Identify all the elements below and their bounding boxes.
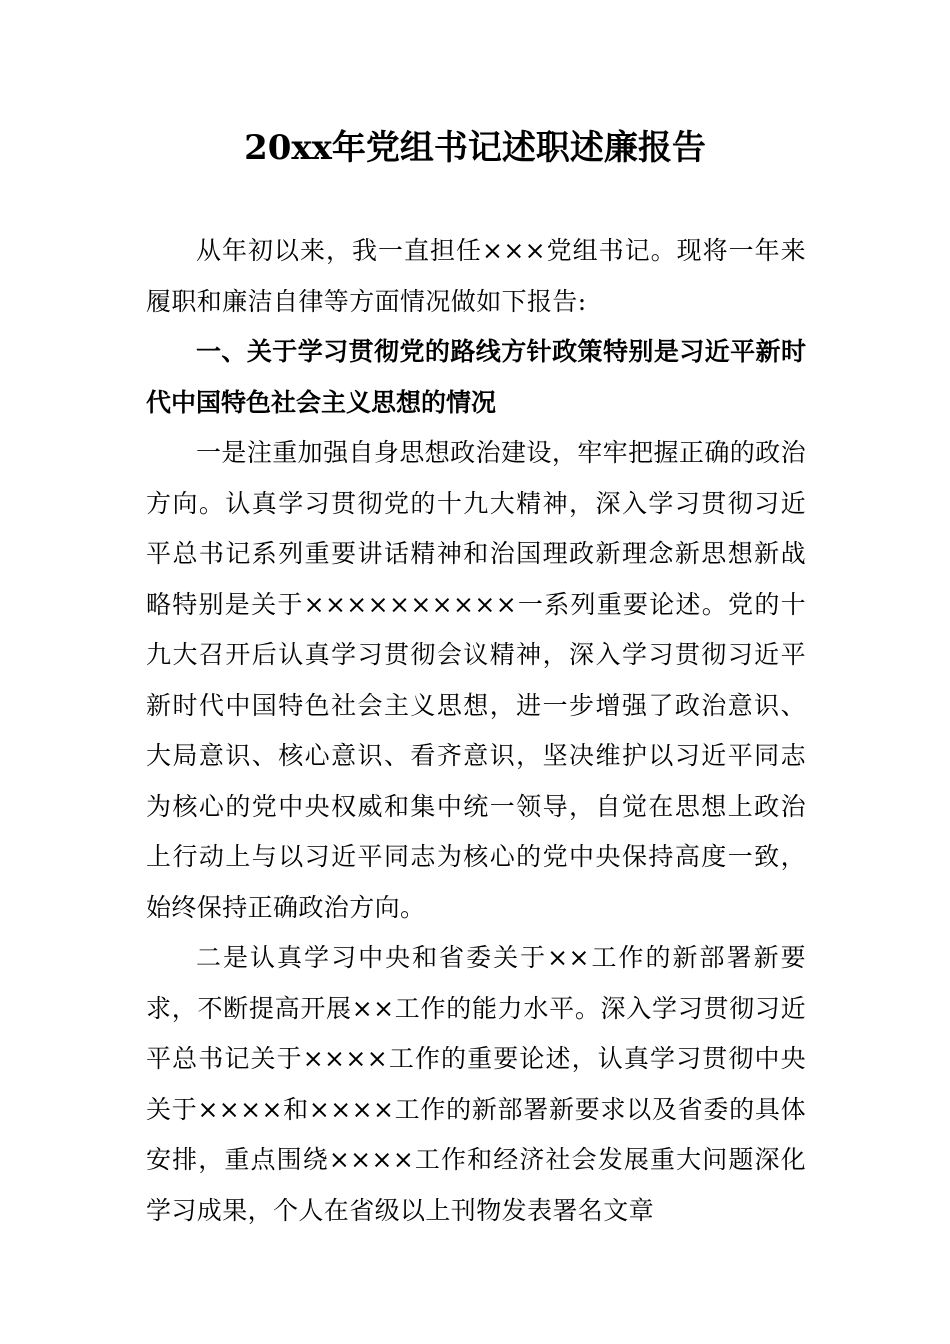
body-paragraph-1: 一是注重加强自身思想政治建设，牢牢把握正确的政治方向。认真学习贯彻党的十九大精神，深入学习贯彻习近平总书记系列重要讲话精神和治国理政新理念新思想新战略特别是关于××××××××××一系列重要论述。党的十九大召开后认真学习贯彻会议精神，深入学习贯彻习近平新时代中国特色社会主义思想，进一步增强了政治意识、大局意识、核心意识、看齐意识，坚决维护以习近平同志为核心的党中央权威和集中统一领导，自觉在思想上政治上行动上与以习近平同志为核心的党中央保持高度一致，始终保持正确政治方向。 <box>146 438 806 922</box>
section-heading-1: 一、关于学习贯彻党的路线方针政策特别是习近平新时代中国特色社会主义思想的情况 <box>146 337 806 417</box>
document-title: 20xx年党组书记述职述廉报告 <box>244 128 706 168</box>
body-paragraph-2: 二是认真学习中央和省委关于××工作的新部署新要求，不断提高开展××工作的能力水平。深入学习贯彻习近平总书记关于××××工作的重要论述，认真学习贯彻中央关于××××和××××工作的新部署新要求以及省委的具体安排，重点围绕××××工作和经济社会发展重大问题深化学习成果，个人在省级以上刊物发表署名文章 <box>146 943 806 1225</box>
document-body <box>146 226 806 1236</box>
intro-paragraph: 从年初以来，我一直担任×××党组书记。现将一年来履职和廉洁自律等方面情况做如下报告: <box>146 236 806 316</box>
